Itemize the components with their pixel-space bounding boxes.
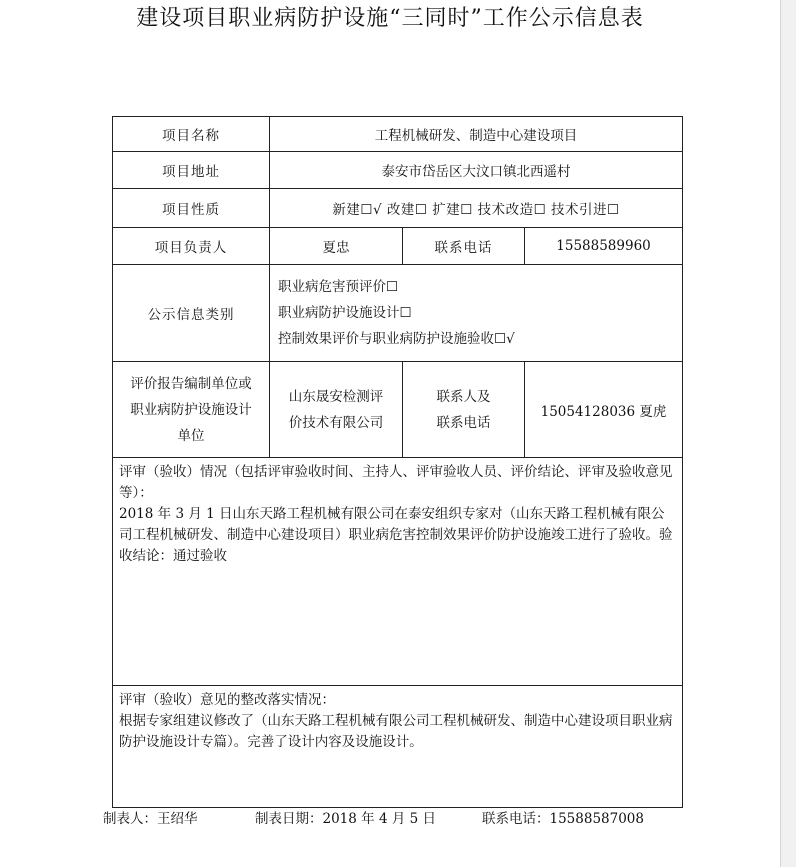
project-name-value: 工程机械研发、制造中心建设项目 — [270, 117, 683, 152]
info-category-label: 公示信息类别 — [113, 265, 270, 362]
report-unit-label-line: 评价报告编制单位或 — [130, 375, 252, 392]
project-leader-label: 项目负责人 — [113, 228, 270, 265]
info-table — [112, 116, 683, 808]
review-heading: 评审（验收）情况（包括评审验收时间、主持人、评审验收人员、评价结论、评审及验收意见等）： — [119, 464, 673, 501]
report-unit-contact-label — [403, 362, 525, 458]
row-project-address — [113, 152, 683, 189]
category-pre-assessment: 职业病危害预评价☐ — [278, 279, 399, 295]
leader-phone: 15588589960 — [525, 228, 683, 265]
report-unit-name — [270, 362, 403, 458]
review-body: 2018 年 3 月 1 日山东天路工程机械有限公司在泰安组织专家对（山东天路工程机械有限公司工程机械研发、制造中心建设项目）职业病危害控制效果评价防护设施竣工进行了验收。验收结论：通过验收 — [119, 506, 673, 564]
row-project-nature — [113, 189, 683, 228]
rectification-heading: 评审（验收）意见的整改落实情况： — [119, 692, 335, 708]
report-unit-label-line: 职业病防护设施设计 — [130, 401, 252, 418]
rectification-cell — [113, 686, 683, 808]
project-nature-label: 项目性质 — [113, 189, 270, 228]
row-project-name — [113, 117, 683, 152]
review-cell — [113, 458, 683, 686]
footer-preparer: 制表人：王绍华 — [103, 811, 198, 827]
project-leader-name: 夏忠 — [270, 228, 403, 265]
contact-label-line: 联系人及 — [436, 388, 491, 405]
category-control-effect-acceptance: 控制效果评价与职业病防护设施验收☐√ — [278, 331, 515, 347]
contact-label-line: 联系电话 — [436, 414, 491, 431]
leader-contact-label: 联系电话 — [403, 228, 525, 265]
category-facility-design: 职业病防护设施设计☐ — [278, 305, 412, 321]
document-title: 建设项目职业病防护设施“三同时”工作公示信息表 — [136, 6, 644, 31]
project-address-label: 项目地址 — [113, 152, 270, 189]
footer-date: 制表日期：2018 年 4 月 5 日 — [255, 811, 436, 827]
info-category-list — [270, 265, 683, 362]
report-unit-name-line: 价技术有限公司 — [288, 414, 384, 431]
row-review — [113, 458, 683, 686]
report-unit-label — [113, 362, 270, 458]
report-unit-label-line: 单位 — [177, 427, 205, 444]
project-nature-options: 新建☐√ 改建☐ 扩建☐ 技术改造☐ 技术引进☐ — [270, 189, 683, 228]
report-unit-contact: 15054128036 夏虎 — [525, 362, 683, 458]
row-report-unit — [113, 362, 683, 458]
table-footer — [103, 809, 644, 829]
footer-phone: 联系电话：15588587008 — [482, 811, 644, 827]
project-name-label: 项目名称 — [113, 117, 270, 152]
project-address-value: 泰安市岱岳区大汶口镇北西遥村 — [270, 152, 683, 189]
row-rectification — [113, 686, 683, 808]
row-info-category — [113, 265, 683, 362]
report-unit-name-line: 山东晟安检测评 — [288, 388, 384, 405]
rectification-body: 根据专家组建议修改了（山东天路工程机械有限公司工程机械研发、制造中心建设项目职业病防护设施设计专篇）。完善了设计内容及设施设计。 — [119, 713, 673, 750]
row-project-leader — [113, 228, 683, 265]
